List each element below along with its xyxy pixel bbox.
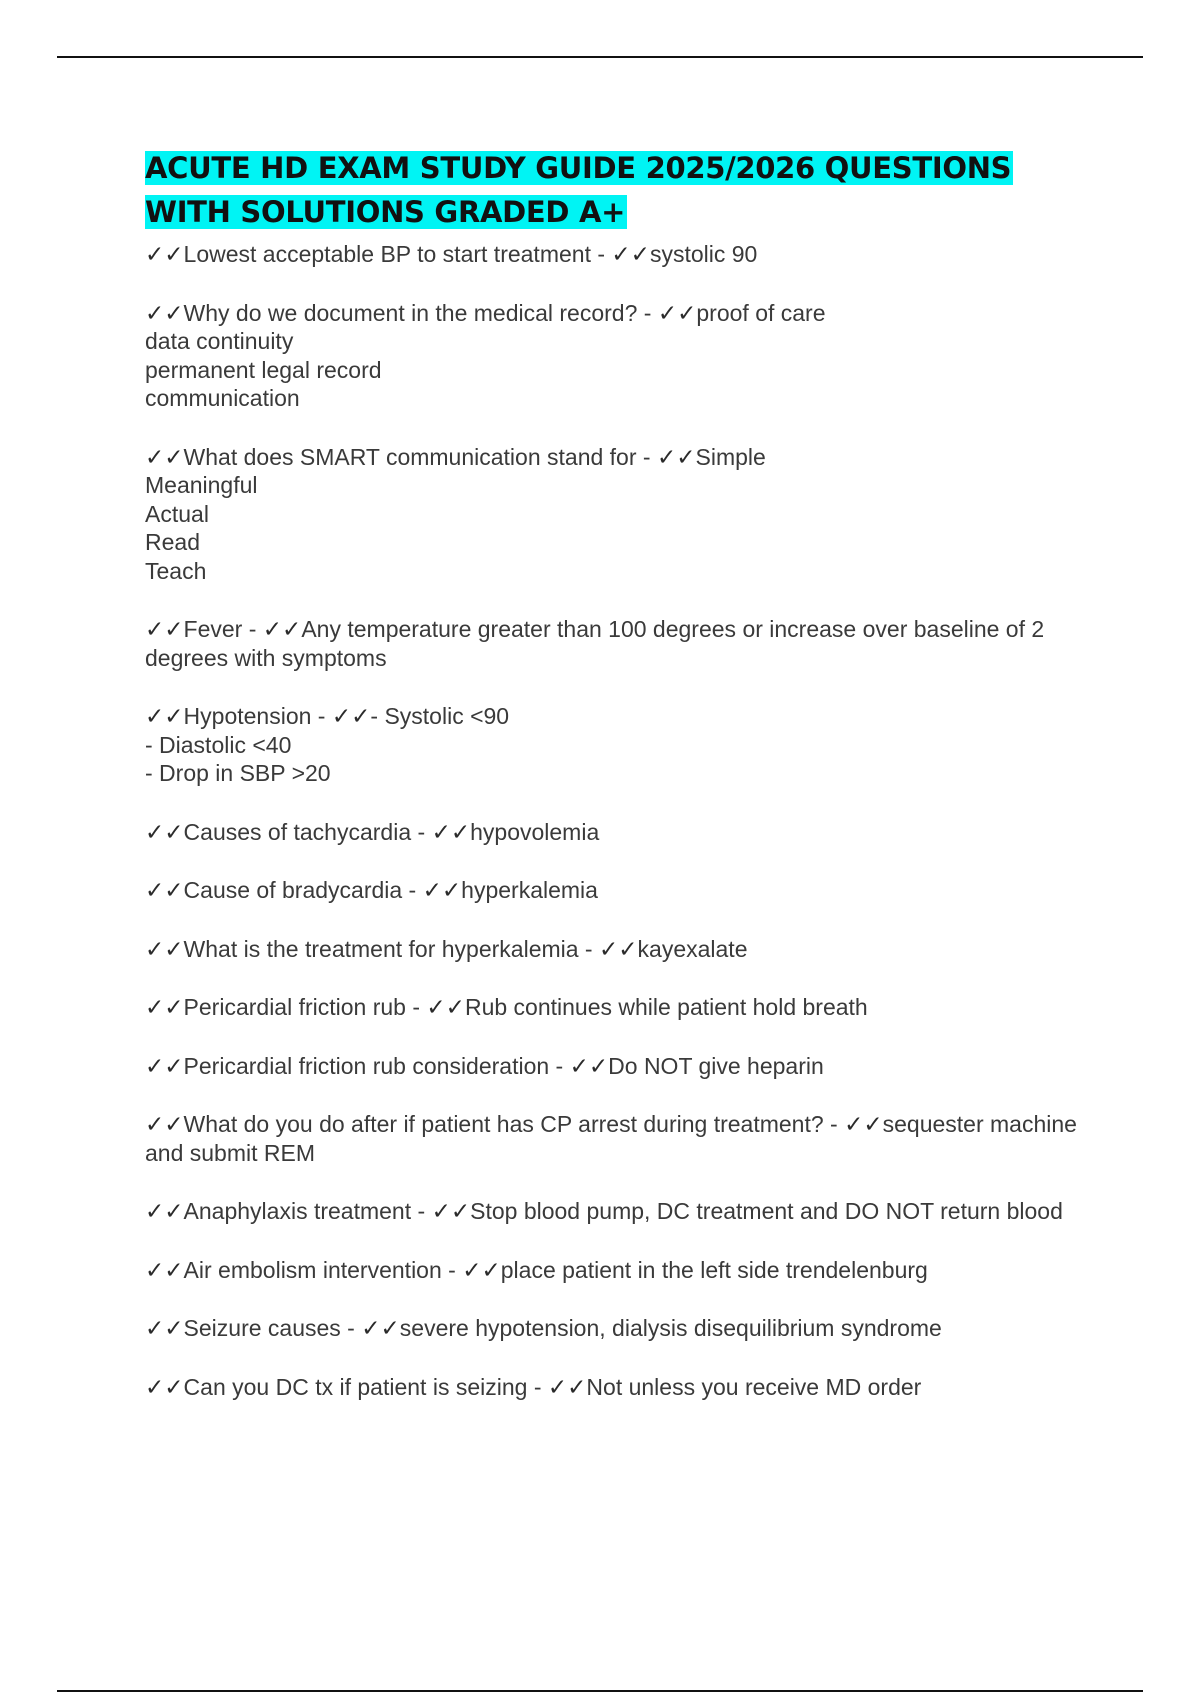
question-text: Cause of bradycardia - bbox=[183, 877, 423, 903]
question-text: Pericardial friction rub consideration - bbox=[183, 1052, 570, 1079]
check-mark-icon: ✓✓ bbox=[145, 443, 184, 470]
question-text: Seizure causes - bbox=[183, 1315, 362, 1341]
question-text: What does SMART communication stand for - bbox=[183, 443, 657, 470]
qa-item bbox=[145, 1197, 1105, 1226]
answer-text: Stop blood pump, DC treatment and DO NOT return blood bbox=[470, 1198, 1063, 1224]
qa-item bbox=[145, 935, 1105, 964]
check-mark-icon: ✓✓ bbox=[569, 1052, 609, 1079]
check-mark-icon: ✓✓ bbox=[422, 877, 462, 903]
answer-text: hypovolemia bbox=[470, 818, 600, 845]
qa-list bbox=[145, 240, 1105, 1401]
check-mark-icon: ✓✓ bbox=[145, 1052, 184, 1079]
check-mark-icon: ✓✓ bbox=[145, 616, 184, 642]
qa-item bbox=[145, 1052, 1105, 1081]
answer-text: Do NOT give heparin bbox=[608, 1052, 824, 1079]
title-line-2: WITH SOLUTIONS GRADED A+ bbox=[145, 195, 626, 229]
check-mark-icon: ✓✓ bbox=[145, 994, 184, 1020]
check-mark-icon: ✓✓ bbox=[844, 1111, 883, 1137]
answer-text: - Systolic <90 - Diastolic <40 - Drop in SBP >20 bbox=[145, 703, 510, 786]
qa-item bbox=[145, 1373, 1105, 1402]
qa-item bbox=[145, 818, 1105, 847]
answer-text: proof of care data continuity permanent legal record communication bbox=[145, 299, 826, 411]
check-mark-icon: ✓✓ bbox=[361, 1315, 400, 1341]
check-mark-icon: ✓✓ bbox=[547, 1373, 587, 1400]
qa-item bbox=[145, 876, 1105, 905]
check-mark-icon: ✓✓ bbox=[657, 299, 697, 326]
check-mark-icon: ✓✓ bbox=[262, 616, 302, 642]
check-mark-icon: ✓✓ bbox=[145, 1373, 184, 1400]
question-text: Fever - bbox=[183, 616, 263, 642]
answer-text: systolic 90 bbox=[649, 241, 758, 267]
qa-item bbox=[145, 443, 1105, 586]
qa-item bbox=[145, 702, 1105, 788]
check-mark-icon: ✓✓ bbox=[145, 241, 184, 267]
check-mark-icon: ✓✓ bbox=[431, 1198, 471, 1224]
document-title bbox=[145, 146, 1105, 234]
question-text: Hypotension - bbox=[183, 703, 332, 729]
answer-text: Not unless you receive MD order bbox=[586, 1373, 922, 1400]
answer-text: hyperkalemia bbox=[461, 877, 598, 903]
question-text: Can you DC tx if patient is seizing - bbox=[183, 1373, 548, 1400]
qa-item bbox=[145, 240, 1105, 269]
top-rule bbox=[57, 56, 1143, 58]
bottom-rule bbox=[57, 1690, 1143, 1692]
qa-item bbox=[145, 1256, 1105, 1285]
answer-text: Rub continues while patient hold breath bbox=[464, 994, 868, 1020]
question-text: What do you do after if patient has CP arrest during treatment? - bbox=[183, 1111, 845, 1137]
answer-text: severe hypotension, dialysis disequilibrium syndrome bbox=[399, 1315, 942, 1341]
answer-text: sequester machine and submit REM bbox=[145, 1111, 1077, 1166]
question-text: Air embolism intervention - bbox=[183, 1256, 463, 1283]
question-text: Pericardial friction rub - bbox=[183, 994, 427, 1020]
check-mark-icon: ✓✓ bbox=[145, 1111, 184, 1137]
check-mark-icon: ✓✓ bbox=[145, 703, 184, 729]
check-mark-icon: ✓✓ bbox=[611, 241, 650, 267]
document-body bbox=[145, 146, 1105, 1431]
check-mark-icon: ✓✓ bbox=[462, 1256, 501, 1283]
answer-text: Simple Meaningful Actual Read Teach bbox=[145, 443, 766, 584]
question-text: What is the treatment for hyperkalemia - bbox=[183, 935, 599, 962]
qa-item bbox=[145, 993, 1105, 1022]
answer-text: Any temperature greater than 100 degrees or increase over baseline of 2 degrees with symptoms bbox=[145, 616, 1045, 671]
answer-text: place patient in the left side trendelenburg bbox=[500, 1256, 928, 1283]
check-mark-icon: ✓✓ bbox=[145, 877, 184, 903]
question-text: Causes of tachycardia - bbox=[183, 818, 432, 845]
check-mark-icon: ✓✓ bbox=[145, 1256, 184, 1283]
answer-text: kayexalate bbox=[637, 935, 748, 962]
check-mark-icon: ✓✓ bbox=[431, 818, 471, 845]
qa-item bbox=[145, 1110, 1105, 1167]
check-mark-icon: ✓✓ bbox=[598, 935, 638, 962]
question-text: Anaphylaxis treatment - bbox=[183, 1198, 432, 1224]
check-mark-icon: ✓✓ bbox=[145, 1198, 184, 1224]
qa-item bbox=[145, 615, 1105, 672]
check-mark-icon: ✓✓ bbox=[145, 1315, 184, 1341]
qa-item bbox=[145, 1314, 1105, 1343]
check-mark-icon: ✓✓ bbox=[426, 994, 465, 1020]
question-text: Lowest acceptable BP to start treatment - bbox=[183, 241, 612, 267]
check-mark-icon: ✓✓ bbox=[145, 935, 184, 962]
check-mark-icon: ✓✓ bbox=[331, 703, 371, 729]
title-line-1: ACUTE HD EXAM STUDY GUIDE 2025/2026 QUESTIONS bbox=[145, 151, 1012, 185]
check-mark-icon: ✓✓ bbox=[145, 299, 184, 326]
check-mark-icon: ✓✓ bbox=[145, 818, 184, 845]
qa-item bbox=[145, 299, 1105, 413]
check-mark-icon: ✓✓ bbox=[656, 443, 696, 470]
question-text: Why do we document in the medical record? - bbox=[183, 299, 658, 326]
